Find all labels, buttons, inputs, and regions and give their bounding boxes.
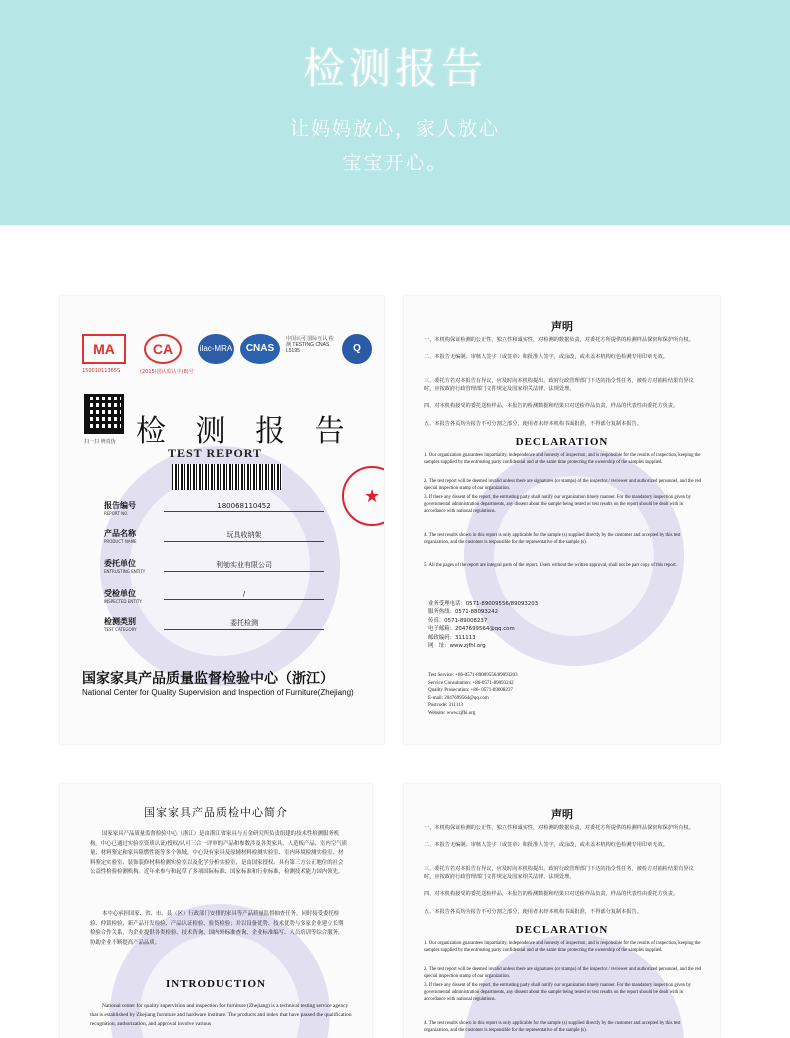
intro-en-title: INTRODUCTION bbox=[165, 978, 266, 990]
report-title-en: TEST REPORT bbox=[168, 446, 263, 460]
contact-line: 业务受理电话：0571-89009556/89093203 bbox=[428, 601, 539, 607]
contact-line: 网 址：www.zjfhi.org bbox=[428, 643, 486, 650]
zqi-logo: Q bbox=[342, 334, 372, 364]
declaration-title: DECLARATION bbox=[515, 436, 609, 448]
declaration-1: 1. Our organization guarantees impartiality, independence and honesty of inspection, and is responsible for the results of inspection, keeping the samples supplied by the entrusting party confidential and at the same time protecting the ownership of the samples supplied. bbox=[424, 453, 701, 466]
contact-line: Website: www.zjfhi.org bbox=[428, 710, 476, 716]
declaration-2: 2. The test report will be deemed invalid unless there are signatures (or stamps) of the inspector / reviewer and authorized personnel, and the red special inspection stamp of our organization. bbox=[424, 479, 701, 492]
field-value: 玩具收纳架 bbox=[164, 530, 324, 542]
intro-cn-paragraph-2: 本中心承担国家、省、市、县（区）行政部门安排的家具等产品质量监督抽查任务，同时接受委托检验、仲裁检验、新产品开发检验、产品认证检验、验货检验；并以设备优势、技术优势与多家企业建立长期检验合作关系，为企业提供各类检验、技术咨询、国内外标准查询、企业标准编写、人员培训等综合服务，协助企业不断提高产品品质。 bbox=[90, 911, 344, 946]
qr-caption: 扫一扫 辨真伪 bbox=[84, 439, 116, 445]
subtitle-line-1: 让妈妈放心，家人放心 bbox=[289, 118, 500, 140]
statement-cn-5: 五、本报告各页均为报告不可分割之部分，使用者未经本机构书面批准，不得部分复制本报告。 bbox=[424, 909, 642, 915]
ilac-mra-logo: ilac-MRA bbox=[198, 334, 234, 364]
cma-code: 15001011365S bbox=[82, 368, 121, 374]
declaration-title: DECLARATION bbox=[515, 924, 609, 936]
statement-cn-3: 三、委托方若对本报告有异议，应及时向本机构提出。政府行政管理部门下达的指令性任务，被检方对抽检结果有异议时，应按政府行政管理部门文件规定及国家相关法律、法规处理。 bbox=[424, 378, 694, 392]
report-cover-page bbox=[60, 296, 384, 744]
cma-logo: MA bbox=[82, 334, 126, 364]
field-inspected-entity bbox=[104, 588, 294, 610]
field-report-no bbox=[104, 500, 294, 522]
declaration-2: 2. The test report will be deemed invalid unless there are signatures (or stamps) of the inspector / reviewer and authorized personnel, and the red special inspection stamp of our organization. bbox=[424, 967, 701, 980]
contact-list-en bbox=[428, 672, 518, 718]
statement-cn-4: 四、对本机构接受的委托送检样品，本报告的检测数据和结果只对送检样品负责，样品的代表性由委托方负责。 bbox=[424, 891, 679, 897]
statement-cn-2: 二、本报告无编制、审核人签字（或签章）和批准人签字，或涂改，或未盖本机构红色检测专用印章无效。 bbox=[424, 842, 668, 848]
intro-cn-paragraph-1: 国家家具产品质量监督检验中心（浙江）是由浙江省家具与五金研究所负责组建的技术性检测服务机构。中心已通过实验室资质认证/授权/认可三合一评审的产品和参数涉及各类家具、人造板产品、室内空气质量、材料鉴定和家具阻燃性能等多个领域。中心设有家具及原辅材料检测实验室、室内环境检测实验室、材料鉴定实验室、装饰装修材料检测实验室以及化学分析实验室，是由国家授权、具有第三方公正地位的社会公益性检验检测机构。近年来参与和起草了多项国际标准、国家标准和行业标准，检测技术能力国内领先。 bbox=[90, 831, 347, 876]
field-entrusting-entity bbox=[104, 558, 294, 580]
intro-en-paragraph: National center for quality supervision and inspection for furniture (Zhejiang) is a technical testing service agency that is established by Zhejiang furniture and hardware institute. The products and index that have passed the qualification recognition, authorization, and approval involve various bbox=[90, 1003, 352, 1027]
field-value: 利劬实业有限公司 bbox=[164, 560, 324, 572]
contact-line: Test Service: +86-0571-89009556/89093203 bbox=[428, 673, 518, 678]
report-title-cn: 检 测 报 告 bbox=[136, 414, 355, 449]
field-label-en: ENTRUSTING ENTITY bbox=[104, 569, 146, 574]
field-label: 委托单位 bbox=[104, 559, 136, 568]
contact-line: E-mail: 2047699564@qq.com bbox=[428, 695, 489, 701]
declaration-4: 4. The test results shown in this report is only applicable for the sample (s) supplied directly by the customer and accepted by this test organization, and the customer is responsible for the representative of the sample (s). bbox=[424, 1021, 681, 1034]
cal-logo: CA bbox=[144, 334, 182, 364]
declaration-3: 3. If there any dissent of the report, the entrusting party shall notify our organization timely manner. For the mandatory inspection given by governmental administration departments, any dissent about the sample being tested or test results on the report should be dealt with in accordance with national regulations. bbox=[424, 495, 692, 515]
field-value: 180068110452 bbox=[164, 502, 324, 512]
contact-list-cn bbox=[428, 600, 538, 650]
contact-line: Postcode: 311113 bbox=[428, 703, 464, 709]
declaration-4: 4. The test results shown in this report is only applicable for the sample (s) supplied directly by the customer and accepted by this test organization, and the customer is responsible for the representative of the sample (s). bbox=[424, 533, 681, 546]
cnas-testing-label: 中国认可 国际互认 检测 TESTING CNAS L5195 bbox=[286, 336, 334, 354]
statement-page-copy bbox=[404, 784, 720, 1038]
statement-cn-3: 三、委托方若对本报告有异议，应及时向本机构提出。政府行政管理部门下达的指令性任务，被检方对抽检结果有异议时，应按政府行政管理部门文件规定及国家相关法律、法规处理。 bbox=[424, 866, 694, 880]
statement-cn-4: 四、对本机构接受的委托送检样品，本报告的检测数据和结果只对送检样品负责，样品的代表性由委托方负责。 bbox=[424, 403, 679, 409]
field-label: 产品名称 bbox=[104, 529, 136, 538]
field-value: / bbox=[164, 590, 324, 600]
declaration-1: 1. Our organization guarantees impartiality, independence and honesty of inspection, and is responsible for the results of inspection, keeping the samples supplied by the entrusting party confidential and at the same time protecting the ownership of the samples supplied. bbox=[424, 941, 701, 954]
field-label: 报告编号 bbox=[104, 501, 136, 510]
qr-code bbox=[84, 394, 124, 434]
field-label: 受检单位 bbox=[104, 589, 136, 598]
cal-code: (2015)国认监认字(8)号 bbox=[140, 369, 194, 375]
statement-title: 声明 bbox=[551, 320, 573, 333]
introduction-page bbox=[60, 784, 372, 1038]
barcode bbox=[172, 464, 282, 490]
cnas-logo: CNAS bbox=[240, 334, 280, 364]
field-label-en: REPORT NO. bbox=[104, 511, 129, 516]
field-test-category bbox=[104, 616, 294, 638]
statement-title: 声明 bbox=[551, 808, 573, 821]
intro-title: 国家家具产品质检中心简介 bbox=[144, 806, 288, 819]
field-product-name bbox=[104, 528, 294, 550]
field-label: 检测类别 bbox=[104, 617, 136, 626]
contact-line: 服务热线：0571-88093242 bbox=[428, 609, 499, 616]
declaration-5: 5. All the pages of the report are integral parts of the report. Users without the written approval, shall not be part copy of this report. bbox=[424, 563, 677, 568]
center-name-en: National Center for Quality Supervision and Inspection of Furniture(Zhejiang) bbox=[82, 688, 354, 697]
field-value: 委托检测 bbox=[164, 618, 324, 630]
center-name-cn: 国家家具产品质量监督检验中心（浙江） bbox=[82, 671, 334, 687]
contact-line: 邮政编码：311113 bbox=[428, 634, 476, 641]
contact-line: Service Consultation: +86-0571-89093242 bbox=[428, 680, 514, 686]
header-banner bbox=[0, 0, 790, 225]
statement-cn-1: 一、本机构保证检测的公正性、独立性和诚实性，对检测的数据负责，对委托方所提供的检测样品保密和保护所有权。 bbox=[424, 337, 694, 343]
contact-line: Quality Prosecution: +86- 0571-89008237 bbox=[428, 688, 513, 694]
page-title: 检测报告 bbox=[302, 44, 487, 93]
contact-line: 电子邮箱：2047699564@qq.com bbox=[428, 626, 515, 633]
declaration-3: 3. If there any dissent of the report, the entrusting party shall notify our organization timely manner. For the mandatory inspection given by governmental administration departments, any dissent about the sample being tested or test results on the report should be dealt with in accordance with national regulations. bbox=[424, 983, 692, 1003]
statement-cn-2: 二、本报告无编制、审核人签字（或签章）和批准人签字，或涂改，或未盖本机构红色检测专用印章无效。 bbox=[424, 354, 668, 360]
subtitle-line-2: 宝宝开心。 bbox=[342, 152, 448, 174]
statement-page bbox=[404, 296, 720, 744]
field-label-en: INSPECTED ENTITY bbox=[104, 599, 142, 604]
statement-cn-5: 五、本报告各页均为报告不可分割之部分，使用者未经本机构书面批准，不得部分复制本报告。 bbox=[424, 421, 642, 427]
wave-divider bbox=[0, 196, 790, 236]
statement-cn-1: 一、本机构保证检测的公正性、独立性和诚实性，对检测的数据负责，对委托方所提供的检测样品保密和保护所有权。 bbox=[424, 825, 694, 831]
field-label-en: TEST CATEGORY bbox=[104, 627, 137, 632]
field-label-en: PRODUCT NAME bbox=[104, 539, 137, 544]
contact-line: 传真：0571-89008237 bbox=[428, 617, 488, 624]
red-seal-stamp: ★ bbox=[342, 466, 384, 526]
